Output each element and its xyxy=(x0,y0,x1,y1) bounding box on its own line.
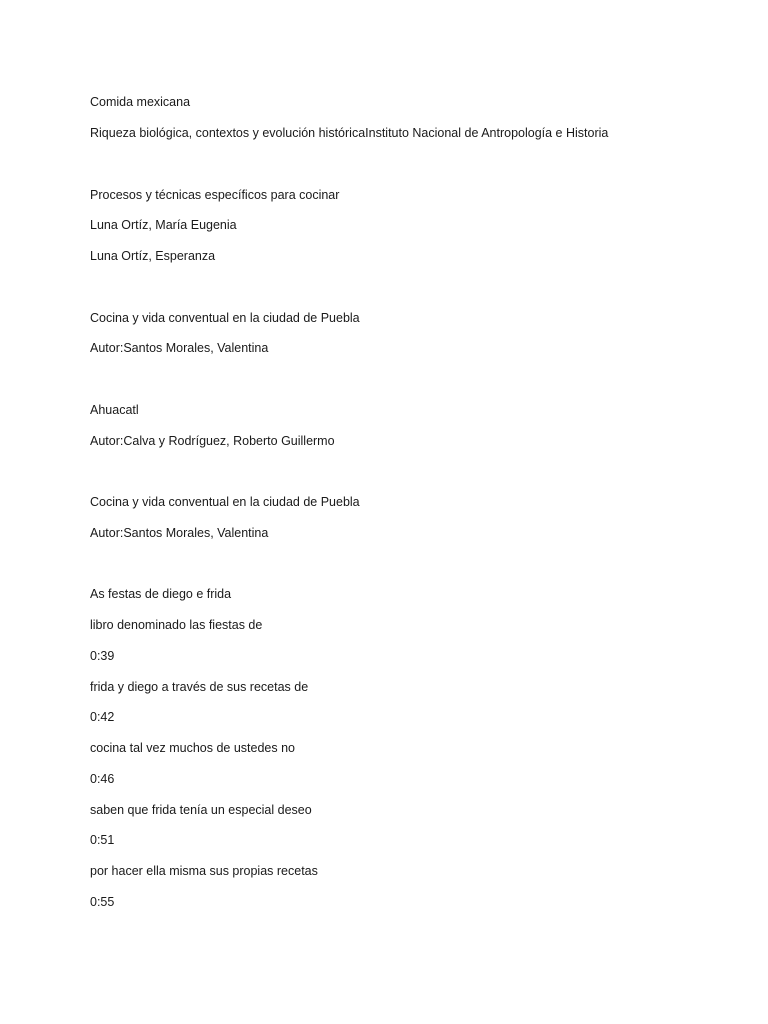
text-line-book-title: Ahuacatl xyxy=(90,403,139,417)
text-line-author: Autor:Santos Morales, Valentina xyxy=(90,341,269,355)
transcript-timestamp: 0:55 xyxy=(90,895,115,909)
text-line-book-title: Cocina y vida conventual en la ciudad de Puebla xyxy=(90,311,360,325)
text-line-author: Luna Ortíz, María Eugenia xyxy=(90,218,237,232)
transcript-timestamp: 0:39 xyxy=(90,649,115,663)
transcript-timestamp: 0:42 xyxy=(90,710,115,724)
transcript-line: libro denominado las fiestas de xyxy=(90,618,263,632)
transcript-line: por hacer ella misma sus propias recetas xyxy=(90,864,318,878)
text-line-author: Luna Ortíz, Esperanza xyxy=(90,249,216,263)
transcript-line: saben que frida tenía un especial deseo xyxy=(90,803,312,817)
text-line-author: Autor:Santos Morales, Valentina xyxy=(90,526,269,540)
text-line-heading: As festas de diego e frida xyxy=(90,587,232,601)
text-line-book-title: Cocina y vida conventual en la ciudad de Puebla xyxy=(90,495,360,509)
transcript-line: frida y diego a través de sus recetas de xyxy=(90,680,309,694)
transcript-line: cocina tal vez muchos de ustedes no xyxy=(90,741,295,755)
text-line-author: Autor:Calva y Rodríguez, Roberto Guillermo xyxy=(90,434,335,448)
text-line-title: Comida mexicana xyxy=(90,95,191,109)
text-line-book-title: Procesos y técnicas específicos para cocinar xyxy=(90,188,340,202)
transcript-timestamp: 0:46 xyxy=(90,772,115,786)
transcript-timestamp: 0:51 xyxy=(90,833,115,847)
text-line-subtitle: Riqueza biológica, contextos y evolución históricaInstituto Nacional de Antropología e Historia xyxy=(90,126,609,140)
